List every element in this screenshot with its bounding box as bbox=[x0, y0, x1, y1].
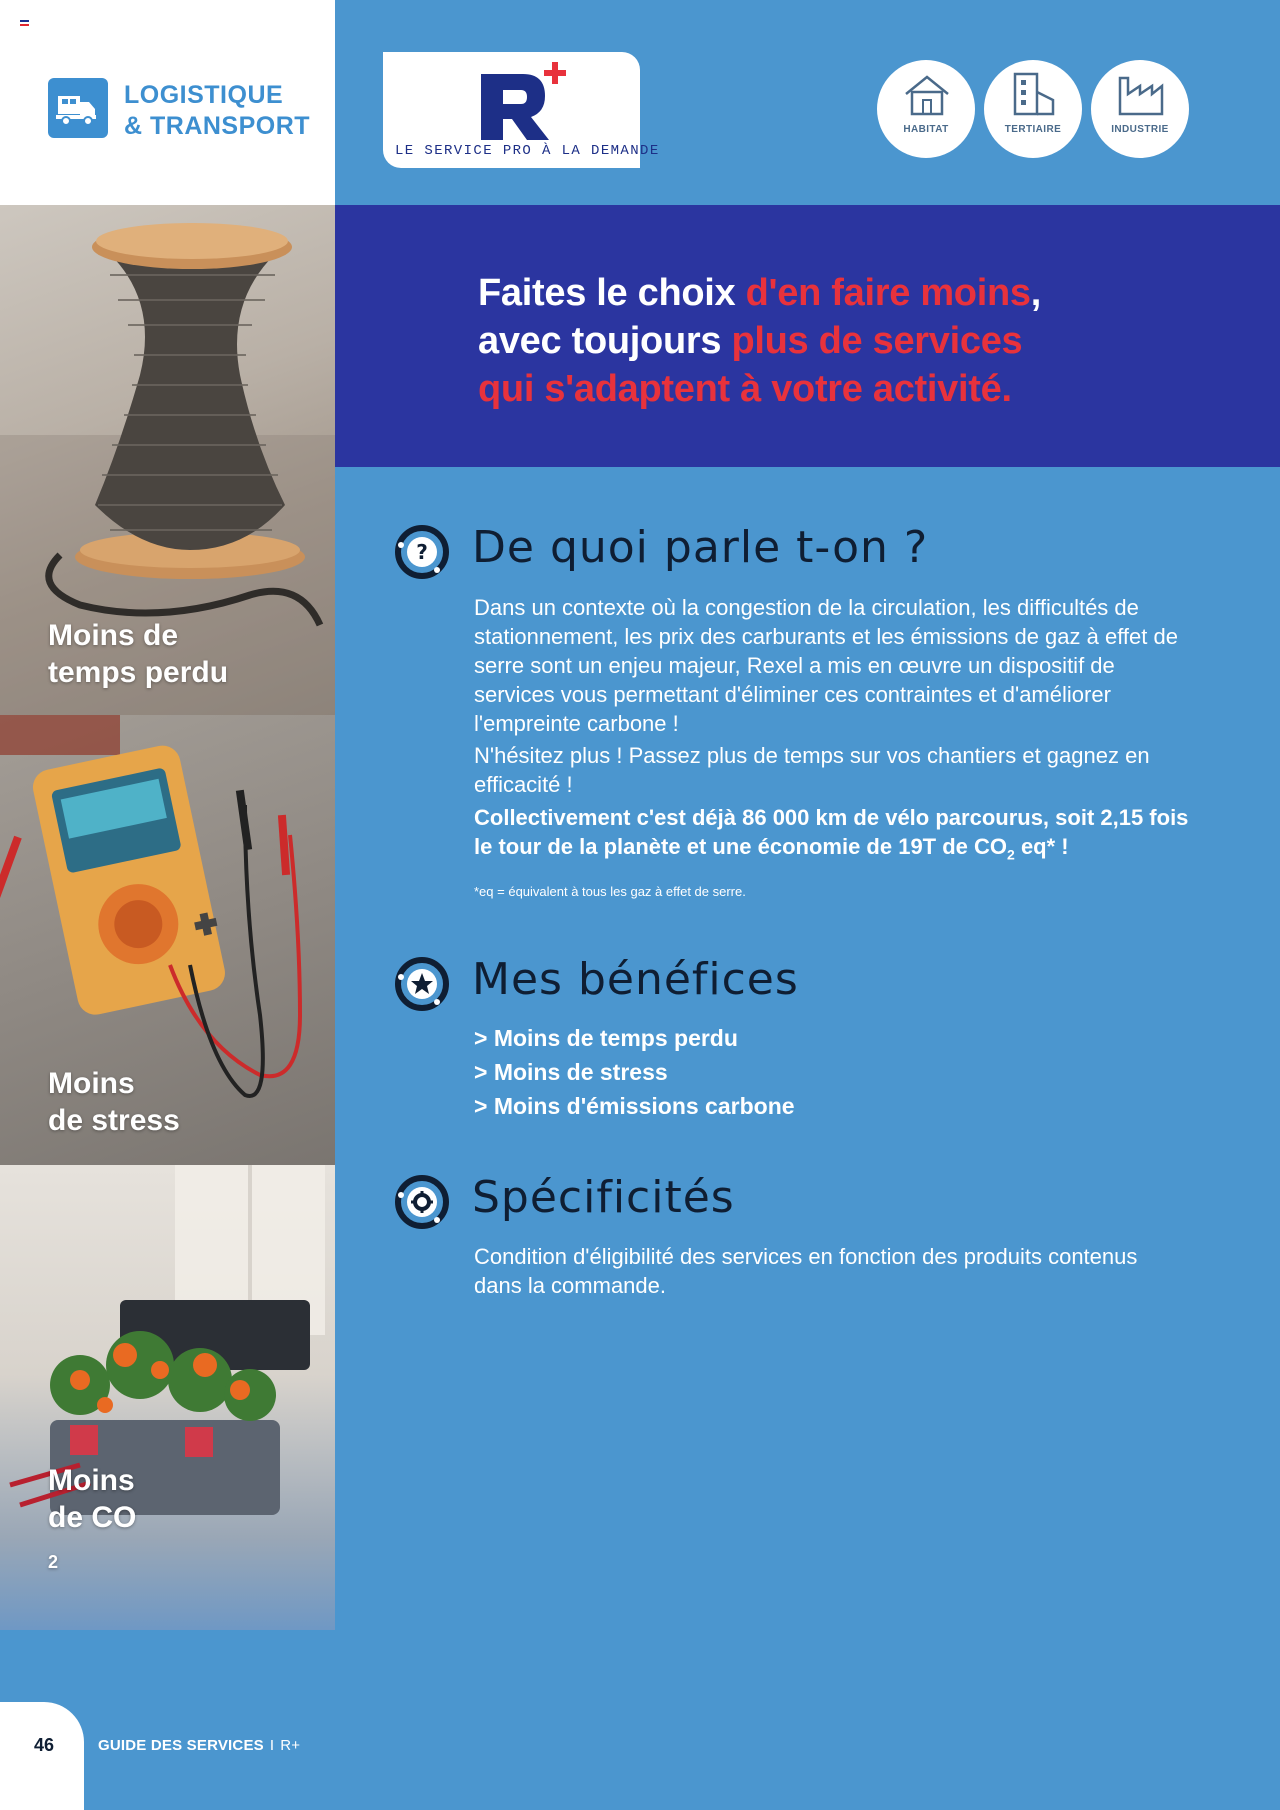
footer-label: GUIDE DES SERVICES I R+ bbox=[98, 1737, 301, 1754]
french-flag-icon bbox=[20, 20, 29, 26]
r-plus-logo bbox=[479, 62, 579, 140]
sector-habitat: HABITAT bbox=[877, 60, 975, 158]
benefit-item: > Moins d'émissions carbone bbox=[474, 1093, 795, 1119]
star-icon bbox=[393, 955, 451, 1013]
section-title-about: De quoi parle t-on ? bbox=[472, 522, 929, 573]
section-about-p1: Dans un contexte où la congestion de la circulation, les difficultés de stationnement, les prix des carburants et les émissions de gaz à effet de serre sont un enjeu majeur, Rexel a mis en œuvre un dispositif de services vous permettant d'éliminer ces contraintes et d'améliorer l'empreinte carbone ! bbox=[474, 595, 1178, 736]
photo-caption-co2: Moins de CO $_2$ bbox=[48, 1464, 137, 1572]
page-number: 46 bbox=[34, 1735, 55, 1755]
headline: Faites le choix d'en faire moins, avec toujours plus de services qui s'adaptent à votre activité. bbox=[478, 272, 1041, 410]
headline-banner bbox=[335, 205, 1280, 467]
section-title-benefits: Mes bénéfices bbox=[472, 954, 799, 1005]
category-header bbox=[0, 0, 335, 205]
benefit-item: > Moins de stress bbox=[474, 1059, 668, 1085]
house-icon bbox=[902, 72, 952, 118]
section-about-note: *eq = équivalent à tous les gaz à effet de serre. bbox=[474, 884, 746, 899]
photo-caption-time: Moins de temps perdu bbox=[48, 619, 229, 689]
sector-industrie: INDUSTRIE bbox=[1091, 60, 1189, 158]
question-icon bbox=[393, 523, 451, 581]
office-building-icon bbox=[1009, 72, 1059, 118]
svg-text:?: ? bbox=[416, 540, 428, 564]
gear-icon bbox=[393, 1173, 451, 1231]
section-about-p2: N'hésitez plus ! Passez plus de temps sur vos chantiers et gagnez en efficacité ! bbox=[474, 743, 1150, 797]
category-title: LOGISTIQUE & TRANSPORT bbox=[124, 81, 311, 140]
brand-card bbox=[383, 52, 660, 168]
brand-tagline: LE SERVICE PRO À LA DEMANDE bbox=[395, 143, 660, 159]
section-title-specifics: Spécificités bbox=[472, 1172, 735, 1223]
benefit-item: > Moins de temps perdu bbox=[474, 1025, 738, 1051]
sector-tertiaire: TERTIAIRE bbox=[984, 60, 1082, 158]
delivery-truck-icon bbox=[48, 78, 108, 138]
section-specifics-text: Condition d'éligibilité des services en fonction des produits contenus dans la commande. bbox=[474, 1244, 1138, 1298]
toolbox-flowers-photo bbox=[0, 1165, 335, 1630]
photo-caption-stress: Moins de stress bbox=[48, 1067, 180, 1137]
page-number-tab bbox=[0, 1702, 84, 1810]
multimeter-photo bbox=[0, 715, 335, 1165]
section-about-p3: Collectivement c'est déjà 86 000 km de vélo parcourus, soit 2,15 fois le tour de la planète et une économie de 19T de $CO_2$ eq* ! bbox=[474, 805, 1189, 863]
cable-reel-photo bbox=[0, 205, 335, 715]
factory-icon bbox=[1116, 72, 1166, 118]
